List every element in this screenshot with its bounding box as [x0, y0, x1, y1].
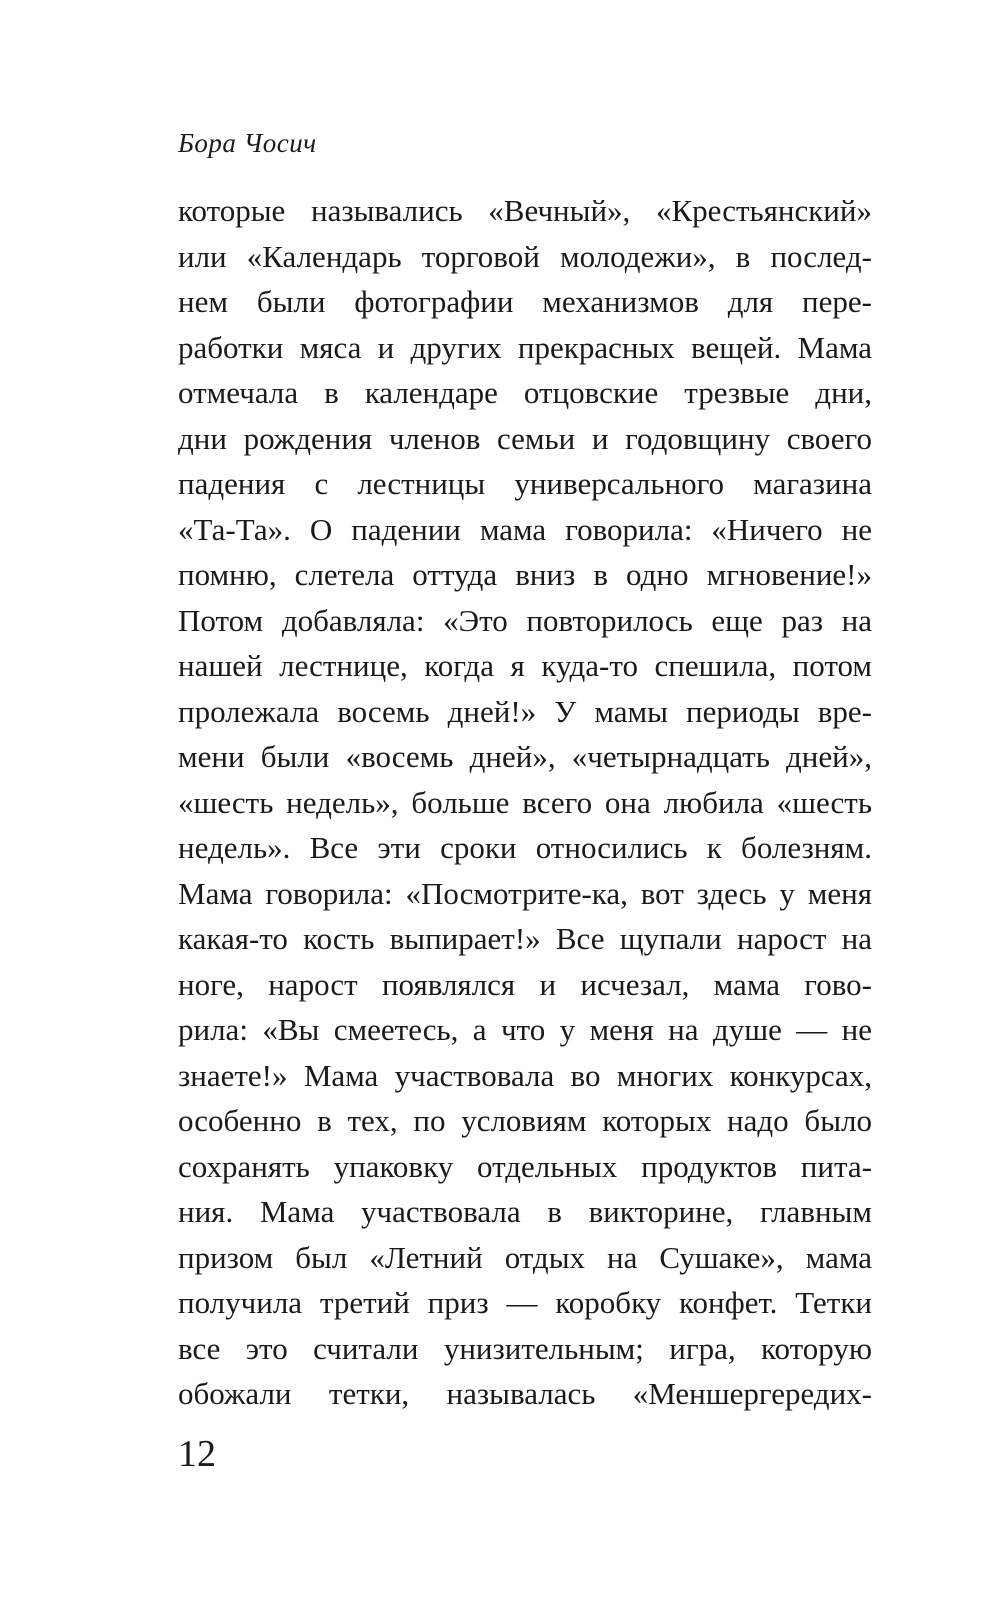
text-line: призом был «Летний отдых на Сушаке», мама — [178, 1239, 872, 1275]
text-line: обожали тетки, называлась «Меншергередих- — [178, 1376, 872, 1411]
text-line: «Та-Та». О падении мама говорила: «Ничего не — [178, 511, 872, 547]
text-line: знаете!» Мама участвовала во многих конкурсах, — [178, 1057, 872, 1093]
text-line: дни рождения членов семьи и годовщину своего — [178, 420, 872, 456]
text-line: ния. Мама участвовала в викторине, главным — [178, 1194, 872, 1229]
text-line: падения с лестницы универсального магазина — [178, 466, 872, 501]
text-line: Мама говорила: «Посмотрите-ка, вот здесь у меня — [178, 875, 872, 911]
text-line: пролежала восемь дней!» У мамы периоды вре- — [178, 693, 872, 729]
text-line: особенно в тех, по условиям которых надо было — [178, 1103, 872, 1138]
text-line: нашей лестнице, когда я куда-то спешила, потом — [178, 648, 872, 683]
text-line: ноге, нарост появлялся и исчезал, мама гово- — [178, 966, 872, 1002]
text-line: недель». Все эти сроки относились к болезням. — [178, 830, 872, 865]
text-line: помню, слетела оттуда вниз в одно мгновение!» — [178, 557, 872, 592]
body-text — [178, 188, 872, 1417]
text-line: которые назывались «Вечный», «Крестьянский» — [178, 193, 872, 228]
text-line: Потом добавляла: «Это повторилось еще раз на — [178, 602, 872, 638]
text-line: работки мяса и других прекрасных вещей. Мама — [178, 329, 872, 365]
text-line: все это считали унизительным; игра, которую — [178, 1330, 872, 1366]
running-head-author: Бора Чосич — [178, 128, 317, 158]
text-line: отмечала в календаре отцовские трезвые дни, — [178, 375, 872, 410]
text-line: какая-то кость выпирает!» Все щупали нарост на — [178, 921, 872, 956]
text-line: мени были «восемь дней», «четырнадцать дней», — [178, 739, 872, 774]
text-line: рила: «Вы смеетесь, а что у меня на душе — не — [178, 1012, 872, 1047]
text-line: «шесть недель», больше всего она любила «шесть — [178, 784, 872, 820]
text-line: или «Календарь торговой молодежи», в послед- — [178, 238, 872, 274]
text-line: нем были фотографии механизмов для пере- — [178, 284, 872, 319]
text-line: получила третий приз — коробку конфет. Тетки — [178, 1285, 872, 1320]
text-line: сохранять упаковку отдельных продуктов пита- — [178, 1148, 872, 1184]
page-number: 12 — [178, 1433, 216, 1475]
